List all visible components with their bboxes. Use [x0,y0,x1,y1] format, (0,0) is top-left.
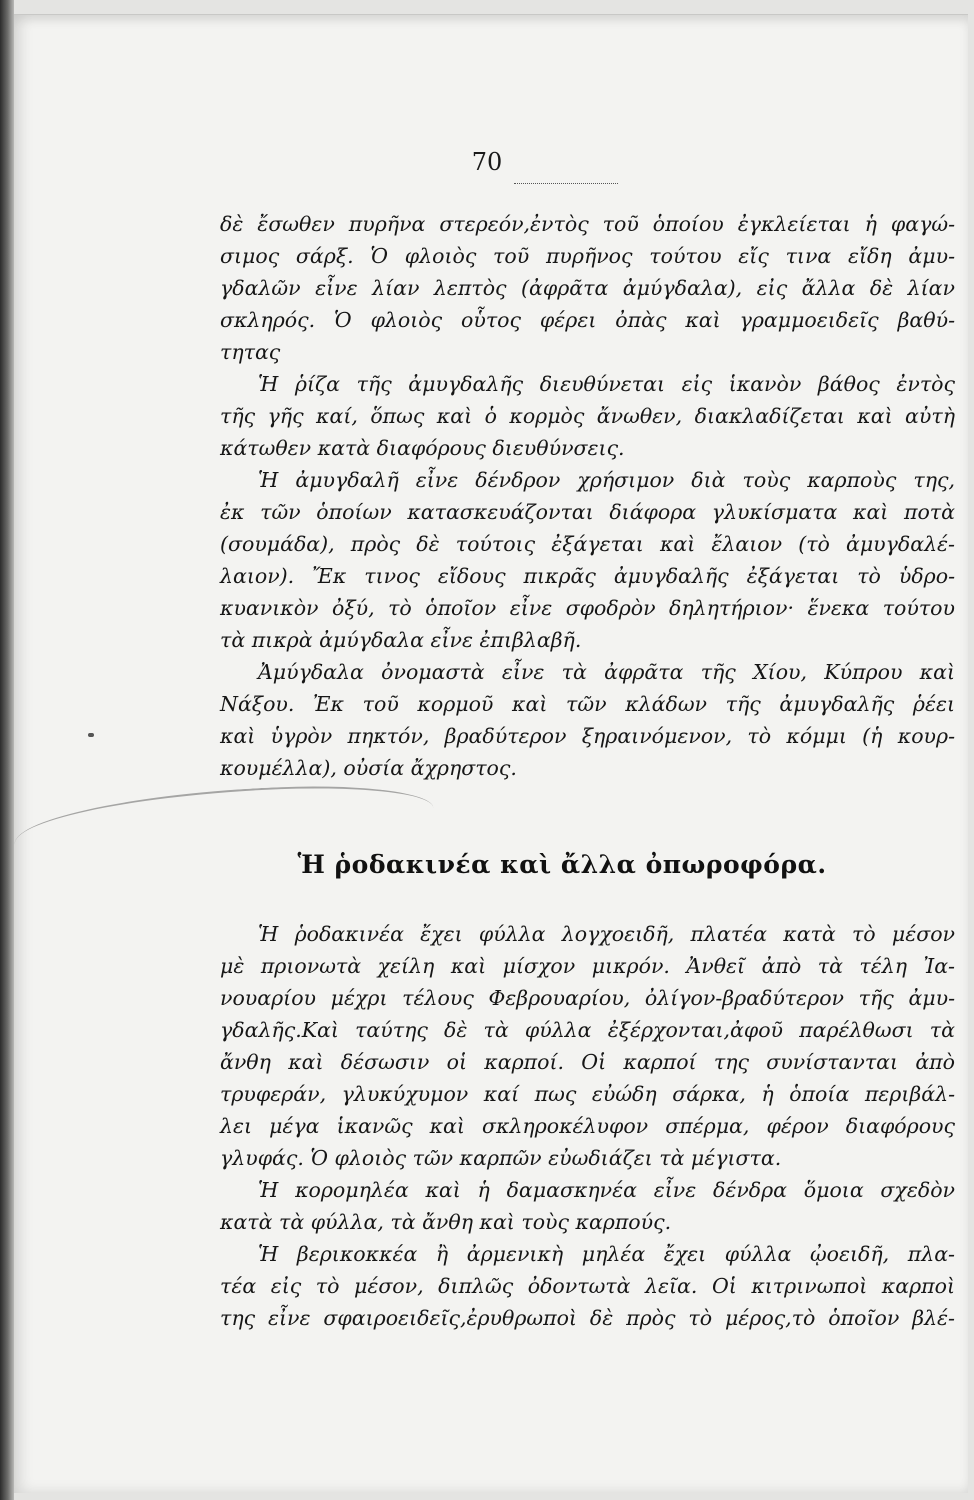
text-line: τὰ πικρὰ ἀμύγδαλα εἶνε ἐπιβλαβῆ. [220,628,582,652]
text-line: γδαλῆς.Καὶ ταύτης δὲ τὰ φύλλα ἐξέρχονται,ἀφοῦ παρέλθωσι τὰ [220,1018,955,1042]
text-line: της εἶνε σφαιροειδεῖς,ἐρυθρωποὶ δὲ πρὸς τὸ μέρος,τὸ ὁποῖον βλέ- [220,1306,955,1330]
text-line: λει μέγα ἱκανῶς καὶ σκληροκέλυφον σπέρμα, φέρον διαφόρους [220,1114,955,1138]
book-spine-edge [0,0,14,1500]
text-line: ἐκ τῶν ὁποίων κατασκευάζονται διάφορα γλυκίσματα καὶ ποτὰ [220,500,955,524]
text-line: λαιον). Ἔκ τινος εἴδους πικρᾶς ἀμυγδαλῆς ἐξάγεται τὸ ὑδρο- [220,564,955,588]
text-line: κατὰ τὰ φύλλα, τὰ ἄνθη καὶ τοὺς καρπούς. [220,1210,672,1234]
text-line: (σουμάδα), πρὸς δὲ τούτοις ἐξάγεται καὶ ἔλαιον (τὸ ἀμυγδαλέ- [220,532,955,556]
text-line: κάτωθεν κατὰ διαφόρους διευθύνσεις. [220,436,625,460]
text-line: γλυφάς. Ὁ φλοιὸς τῶν καρπῶν εὐωδιάζει τὰ μέγιστα. [220,1146,782,1170]
page-number-rule [514,183,618,184]
text-line: κυανικὸν ὀξύ, τὸ ὁποῖον εἶνε σφοδρὸν δηλητήριον· ἕνεκα τούτου [220,596,955,620]
text-line: γδαλῶν εἶνε λίαν λεπτὸς (ἀφρᾶτα ἀμύγδαλα), εἰς ἄλλα δὲ λίαν [220,276,955,300]
text-line: σιμος σάρξ. Ὁ φλοιὸς τοῦ πυρῆνος τούτου εἴς τινα εἴδη ἀμυ- [220,244,955,268]
text-line: Ἡ βερικοκκέα ἢ ἀρμενικὴ μηλέα ἔχει φύλλα ᾠοειδῆ, πλα- [258,1242,955,1266]
text-line: Ἡ ῥίζα τῆς ἀμυγδαλῆς διευθύνεται εἰς ἱκανὸν βάθος ἐντὸς [258,372,955,396]
text-line: κουμέλλα), οὐσία ἄχρηστος. [220,756,517,780]
text-line: σκληρός. Ὁ φλοιὸς οὗτος φέρει ὀπὰς καὶ γραμμοειδεῖς βαθύ- [220,308,955,332]
text-line: Νάξου. Ἐκ τοῦ κορμοῦ καὶ τῶν κλάδων τῆς ἀμυγδαλῆς ῥέει [220,692,955,716]
text-line: νουαρίου μέχρι τέλους Φεβρουαρίου, ὀλίγον-βραδύτερον τῆς ἀμυ- [220,986,955,1010]
text-line: τέα εἰς τὸ μέσον, διπλῶς ὀδοντωτὰ λεῖα. Οἱ κιτρινωποὶ καρποὶ [220,1274,955,1298]
text-line: τρυφεράν, γλυκύχυμον καί πως εὐώδη σάρκα, ἡ ὁποία περιβάλ- [220,1082,955,1106]
text-line: δὲ ἔσωθεν πυρῆνα στερεόν,ἐντὸς τοῦ ὁποίου ἐγκλείεται ἡ φαγώ- [220,212,955,236]
text-line: Ἡ ῥοδακινέα ἔχει φύλλα λογχοειδῆ, πλατέα κατὰ τὸ μέσον [258,922,955,946]
text-line: τῆς γῆς καί, ὅπως καὶ ὁ κορμὸς ἄνωθεν, διακλαδίζεται καὶ αὐτὴ [220,404,955,428]
text-line: Ἀμύγδαλα ὀνομαστὰ εἶνε τὰ ἀφρᾶτα τῆς Χίου, Κύπρου καὶ [258,660,955,684]
text-line: τητας [220,340,281,364]
section1-text [220,208,955,784]
section-heading: Ἡ ῥοδακινέα καὶ ἄλλα ὀπωροφόρα. [297,850,827,879]
section2-text [220,918,955,1334]
margin-mark [88,733,94,737]
text-line: μὲ πριονωτὰ χείλη καὶ μίσχον μικρόν. Ἀνθεῖ ἀπὸ τὰ τέλη Ἰα- [220,954,955,978]
text-line: Ἡ κορομηλέα καὶ ἡ δαμασκηνέα εἶνε δένδρα ὅμοια σχεδὸν [258,1178,955,1202]
text-line: Ἡ ἀμυγδαλῆ εἶνε δένδρον χρήσιμον διὰ τοὺς καρποὺς της, [258,468,955,492]
page-number: 70 [471,148,503,176]
text-line: ἄνθη καὶ δέσωσιν οἱ καρποί. Οἱ καρποί της συνίστανται ἀπὸ [220,1050,955,1074]
text-line: καὶ ὑγρὸν πηκτόν, βραδύτερον ξηραινόμενον, τὸ κόμμι (ἡ κουρ- [220,724,955,748]
